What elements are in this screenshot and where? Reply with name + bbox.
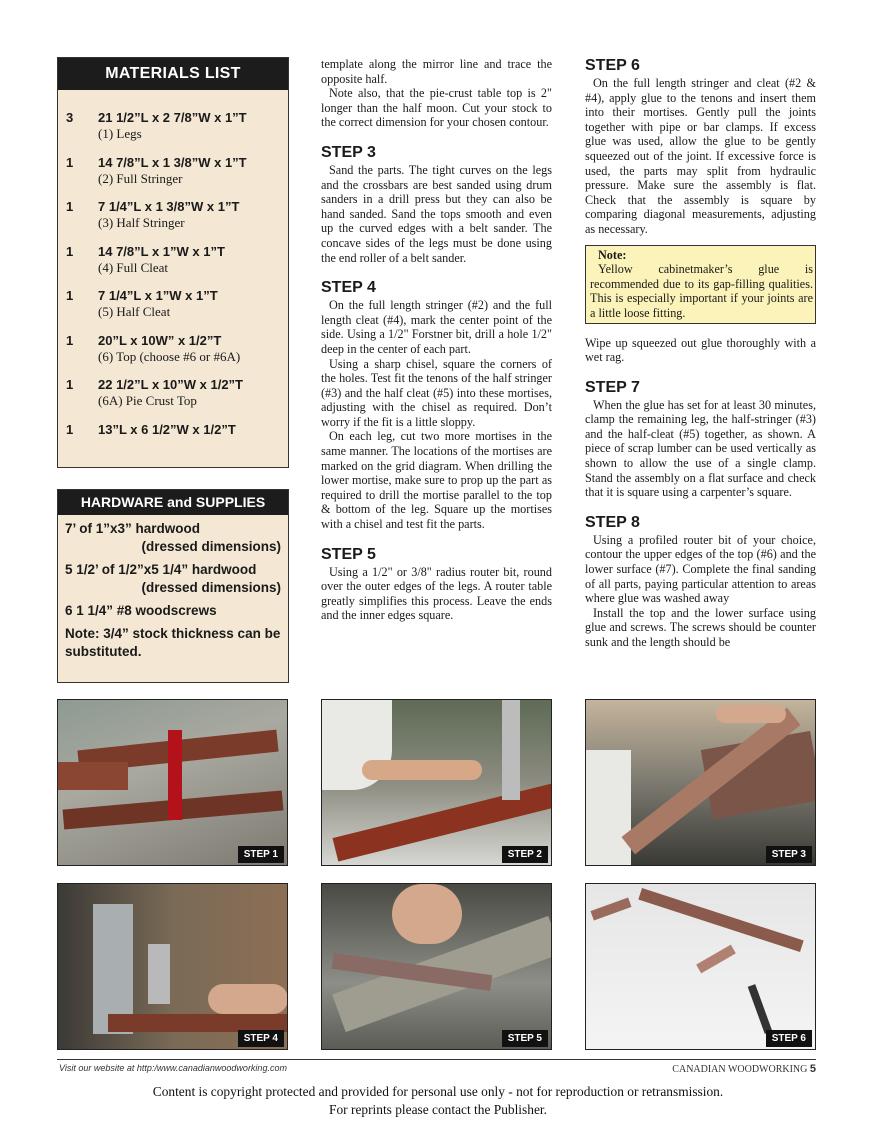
step-8-heading: STEP 8 [585, 513, 640, 531]
photo-step-2 [321, 699, 552, 866]
material-dimensions: 7 1/4”L x 1”W x 1”T [98, 288, 218, 303]
step-7-heading: STEP 7 [585, 378, 640, 396]
material-item [58, 244, 288, 289]
material-item [58, 422, 288, 467]
hardware-item [58, 602, 288, 620]
materials-list-box [57, 57, 289, 468]
material-name: (6A) Pie Crust Top [98, 393, 197, 408]
photo-step-4 [57, 883, 288, 1050]
material-name: (6) Top (choose #6 or #6A) [98, 348, 241, 364]
photo-step-1 [57, 699, 288, 866]
hardware-item [58, 520, 288, 556]
material-item [58, 110, 288, 155]
hardware-supplies-box [57, 489, 289, 683]
article-column-2 [321, 57, 552, 623]
hardware-item [58, 561, 288, 597]
hardware-item-text: 5 1/2’ of 1/2”x5 1/4” hardwood [65, 562, 257, 577]
photo-step-6 [585, 883, 816, 1050]
paragraph: On the full length stringer and cleat (#2 & #4), apply glue to the tenons and insert them into their mortises. Gently pull the joints together with pipe or bar clamps. If excess glue was used, allow the glue to be gently squeezed out of the joint. If excessive force is used, the parts may split from hydraulic pressure. Make sure the assembly is flat. Check that the assembly is square by comparing diagonal measurements, adjusting as necessary. [585, 76, 816, 236]
note-text: Yellow cabinetmaker’s glue is recommended due to its gap-filling qualities. This is especially important if your joints are a little loose fitting. [590, 262, 813, 320]
hardware-item-note: (dressed dimensions) [141, 539, 281, 554]
material-dimensions: 14 7/8”L x 1”W x 1”T [98, 243, 225, 259]
material-qty: 1 [66, 243, 74, 259]
material-item [58, 377, 288, 422]
photo-caption: STEP 2 [502, 846, 548, 863]
footer-divider [57, 1059, 816, 1060]
folio [672, 1063, 816, 1075]
note-box [585, 245, 816, 324]
step-6-heading: STEP 6 [585, 57, 640, 74]
material-name: (1) Legs [98, 126, 142, 141]
paragraph: Install the top and the lower surface using glue and screws. The screws should be counter sunk and the length should be [585, 605, 816, 649]
photo-step-3 [585, 699, 816, 866]
paragraph: Using a sharp chisel, square the corners of the holes. Test fit the tenons of the half stringer (#3) and the half cleat (#5) into these mortises, adjusting with the chisel as required. Don’t worry if the fit is a little sloppy. [321, 356, 552, 429]
copyright-line-1: Content is copyright protected and provided for personal use only - not for reproduction or retransmission. [152, 1084, 724, 1099]
photo-caption: STEP 5 [502, 1030, 548, 1047]
step-4-heading: STEP 4 [321, 279, 376, 297]
hardware-item [58, 625, 288, 661]
material-dimensions: 13”L x 6 1/2”W x 1/2”T [98, 421, 236, 437]
step-3-heading: STEP 3 [321, 143, 376, 161]
photo-step-5 [321, 883, 552, 1050]
photo-caption: STEP 4 [238, 1030, 284, 1047]
material-qty: 1 [66, 288, 74, 303]
material-dimensions: 21 1/2”L x 2 7/8”W x 1”T [98, 110, 247, 125]
paragraph: Sand the parts. The tight curves on the legs and the crossbars are best sanded using drum sanders in a drill press but they can also be hand sanded. Sand the tops smooth and even up the curved edges with a belt sander. The concave sides of the legs must be done using the end roller of a belt sander. [321, 162, 552, 265]
hardware-item-text: Note: 3/4” stock thickness can be substituted. [65, 626, 281, 659]
paragraph: Using a profiled router bit of your choice, contour the upper edges of the top (#6) and the lower surface (#7). Complete the final sanding of all parts, paying particular attention to areas where glue was washed away [585, 532, 816, 606]
material-dimensions: 20”L x 10W” x 1/2”T [98, 332, 222, 348]
paragraph: On the full length stringer (#2) and the full length cleat (#4), mark the center point of the side. Using a 1/2" Forstner bit, drill a hole 1/2" deep in the center of each part. [321, 298, 552, 356]
material-name: (4) Full Cleat [98, 259, 169, 275]
material-qty: 1 [66, 377, 74, 392]
photo-caption: STEP 1 [238, 846, 284, 863]
material-qty: 1 [66, 421, 74, 437]
material-qty: 1 [66, 199, 74, 214]
material-qty: 3 [66, 110, 74, 125]
material-qty: 1 [66, 332, 74, 348]
material-name: (3) Half Stringer [98, 215, 185, 230]
hardware-item-text: 7’ of 1”x3” hardwood [65, 521, 201, 536]
paragraph: Wipe up squeezed out glue thoroughly with a wet rag. [585, 335, 816, 365]
material-name: (2) Full Stringer [98, 170, 183, 186]
material-item [58, 288, 288, 333]
material-dimensions: 22 1/2”L x 10”W x 1/2”T [98, 377, 243, 392]
copyright-notice [0, 1083, 876, 1119]
material-item [58, 155, 288, 200]
note-title: Note: [598, 247, 627, 262]
material-qty: 1 [66, 154, 74, 170]
photo-caption: STEP 6 [766, 1030, 812, 1047]
material-item [58, 199, 288, 244]
magazine-name: CANADIAN WOODWORKING [672, 1064, 808, 1075]
materials-list-title: MATERIALS LIST [58, 58, 288, 90]
paragraph: Note also, that the pie-crust table top is 2" longer than the half moon. Cut your stock to the correct dimension for your chosen contour. [321, 86, 552, 130]
paragraph: template along the mirror line and trace the opposite half. [321, 57, 552, 86]
material-dimensions: 14 7/8”L x 1 3/8”W x 1”T [98, 154, 247, 170]
material-dimensions: 7 1/4”L x 1 3/8”W x 1”T [98, 199, 240, 214]
paragraph: On each leg, cut two more mortises in the same manner. The locations of the mortises are marked on the grid diagram. When drilling the lower mortise, make sure to prop up the part as required to drill the mortise parallel to the top & bottom of the leg. Square up the mortises with a chisel and test fit the parts. [321, 429, 552, 532]
website-link[interactable]: Visit our website at http:/www.canadianwoodworking.com [59, 1063, 287, 1073]
copyright-line-2: For reprints please contact the Publisher. [329, 1102, 547, 1117]
materials-list [58, 90, 288, 466]
page-number: 5 [809, 1063, 816, 1075]
paragraph: Using a 1/2" or 3/8" radius router bit, round over the outer edges of the legs. A router table greatly simplifies this process. Leave the ends and the inner edges square. [321, 564, 552, 623]
step-5-heading: STEP 5 [321, 545, 376, 563]
hardware-item-text: 6 1 1/4” #8 woodscrews [65, 603, 217, 618]
paragraph: When the glue has set for at least 30 minutes, clamp the remaining leg, the half-stringer (#3) and the half-cleat (#5) together, as shown. A piece of scrap lumber can be used vertically as shown to allow the use of a single clamp. Stand the assembly on a flat surface and check that it is square using a carpenter’s square. [585, 397, 816, 500]
hardware-title: HARDWARE and SUPPLIES [58, 490, 288, 515]
material-item [58, 333, 288, 378]
photo-caption: STEP 3 [766, 846, 812, 863]
hardware-item-note: (dressed dimensions) [141, 580, 281, 595]
article-column-3 [585, 57, 816, 650]
material-name: (5) Half Cleat [98, 304, 171, 319]
